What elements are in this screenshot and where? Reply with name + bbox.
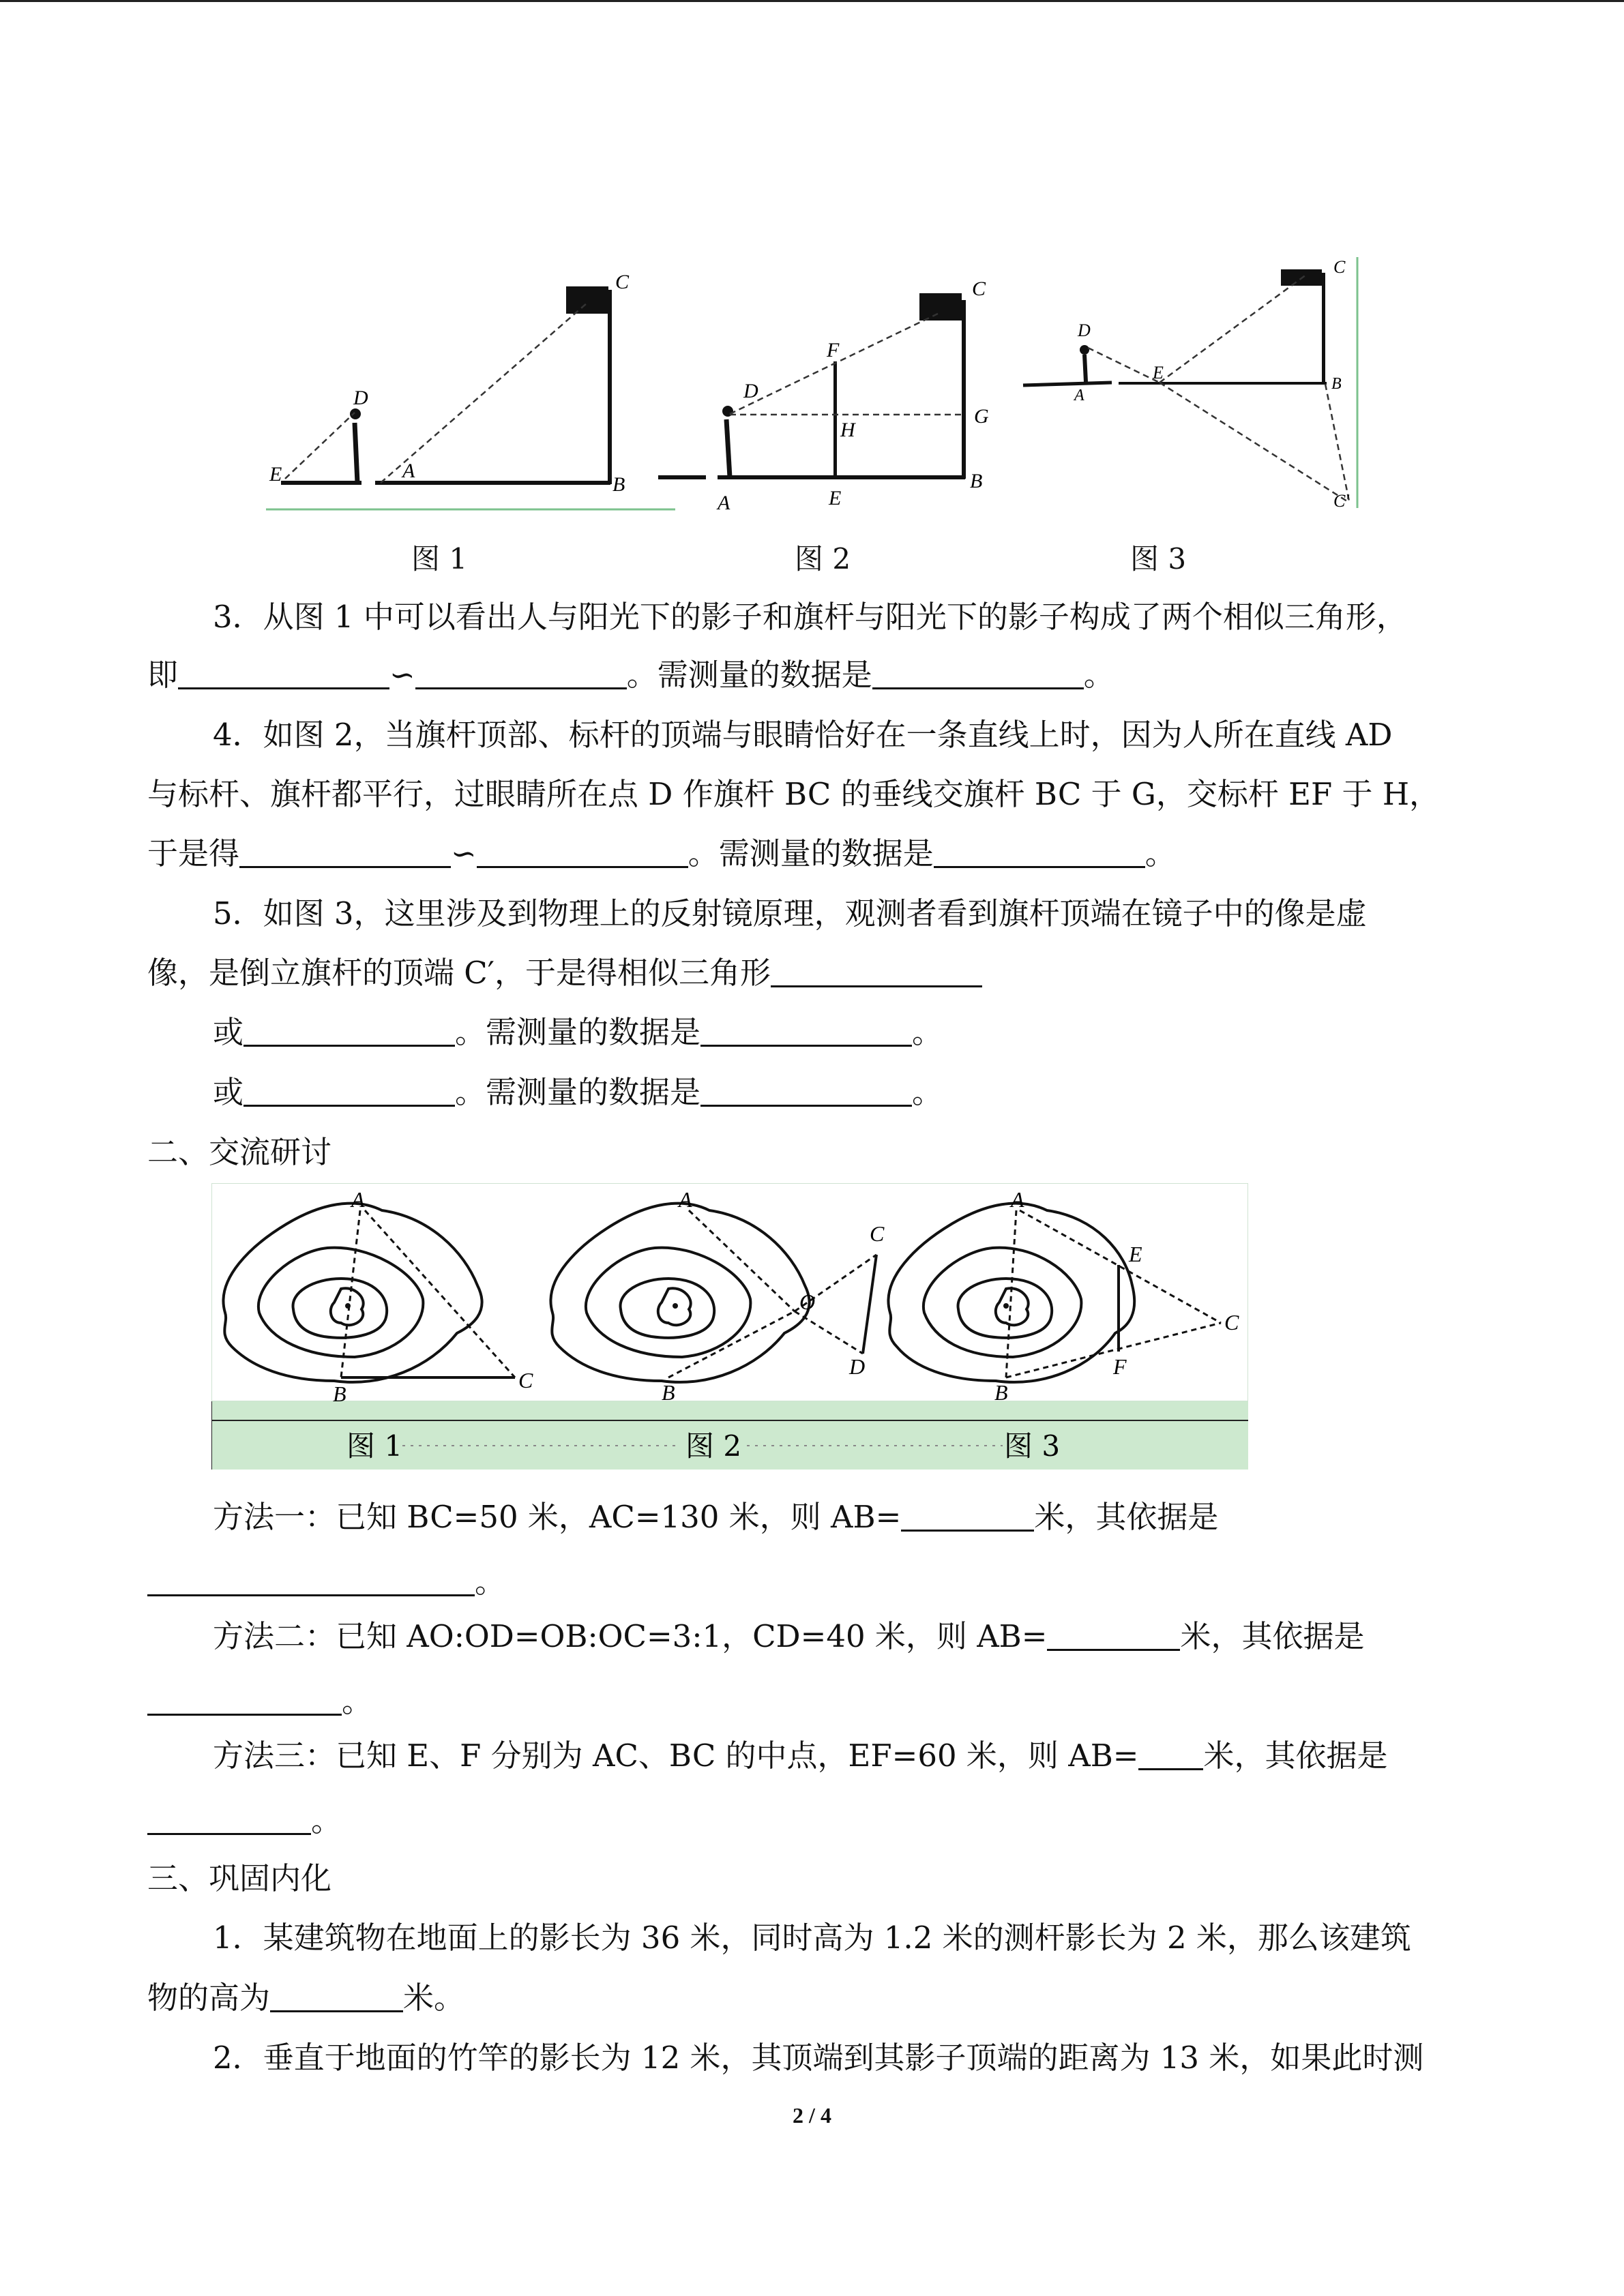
line-text: 。 [1145, 835, 1176, 871]
section-2-heading [147, 1132, 1477, 1173]
pond2-label-o: O [799, 1289, 816, 1314]
line-text: 与标杆、旗杆都平行，过眼睛所在点 D 作旗杆 BC 的垂线交旗杆 BC 于 G，交标杆 EF 于 H， [147, 776, 1441, 812]
fig1-label-d: D [353, 387, 368, 409]
line-text: 像，是倒立旗杆的顶端 C′，于是得相似三角形 [147, 955, 771, 991]
pond3-label-f: F [1113, 1354, 1127, 1379]
fig2-label-e: E [829, 487, 842, 509]
caption-top-fig2: 图 2 [795, 542, 851, 576]
question-5-line-3 [213, 1012, 1543, 1053]
line-text: 。 [342, 1683, 373, 1719]
pond2-label-c: C [870, 1221, 885, 1246]
pond3-label-e: E [1129, 1242, 1142, 1266]
question-3-line-2 [147, 655, 1477, 696]
pond1-label-a: A [351, 1187, 365, 1212]
line-text: 。需测量的数据是 [626, 657, 872, 693]
fig1-label-c: C [615, 271, 630, 293]
fig1-label-e: E [269, 463, 282, 486]
answer-blank[interactable] [1138, 1737, 1203, 1770]
question-5-line-2 [147, 953, 1477, 994]
line-text: 米，其依据是 [1034, 1499, 1219, 1535]
line-text: 5．如图 3，这里涉及到物理上的反射镜原理，观测者看到旗杆顶端在镜子中的像是虚 [213, 895, 1367, 931]
fig1-label-b: B [612, 473, 625, 496]
answer-blank[interactable] [270, 1979, 403, 2012]
question-4-line-3 [147, 833, 1477, 874]
fig3-label-c-prime: C′ [1333, 491, 1350, 511]
caption-top-fig1: 图 1 [411, 542, 468, 576]
line-text: 方法一：已知 BC=50 米，AC=130 米，则 AB= [213, 1499, 902, 1535]
answer-blank[interactable] [239, 835, 451, 868]
consolidation-2-line-1 [213, 2038, 1543, 2078]
method-3-line-1 [213, 1735, 1543, 1776]
pond2-label-d: D [849, 1354, 866, 1379]
answer-blank[interactable] [178, 656, 389, 689]
answer-blank[interactable] [415, 656, 627, 689]
line-text: ∽ [389, 657, 415, 693]
pond3-label-b: B [994, 1380, 1008, 1405]
line-text: 1．某建筑物在地面上的影长为 36 米，同时高为 1.2 米的测杆影长为 2 米，那么该建筑 [213, 1920, 1411, 1956]
line-text: 方法三：已知 E、F 分别为 AC、BC 的中点，EF=60 米，则 AB= [213, 1738, 1139, 1774]
top-border [0, 0, 1624, 2]
figure-1-flagpole-shadow [266, 271, 675, 509]
line-text: 方法二：已知 AO:OD=OB:OC=3:1，CD=40 米，则 AB= [213, 1618, 1048, 1654]
method-1-line-1 [213, 1497, 1543, 1538]
line-text: 或 [213, 1074, 244, 1110]
section-3-heading [147, 1858, 1477, 1899]
pond2-label-a: A [679, 1187, 692, 1212]
line-text: 或 [213, 1014, 244, 1050]
answer-blank[interactable] [872, 656, 1084, 689]
fig2-label-d: D [743, 380, 758, 402]
answer-blank[interactable] [771, 954, 982, 987]
fig3-label-c: C [1333, 257, 1346, 277]
answer-blank[interactable] [700, 1073, 912, 1107]
fig2-label-c: C [972, 278, 986, 300]
fig2-label-a: A [718, 492, 730, 514]
figure-2-flagpole-marker [658, 278, 989, 514]
line-text: 米，其依据是 [1180, 1618, 1365, 1654]
fig2-label-b: B [970, 470, 983, 492]
answer-blank[interactable] [700, 1013, 912, 1047]
pond1-label-c: C [518, 1368, 533, 1392]
line-text: 米。 [403, 1980, 465, 2016]
answer-blank[interactable] [243, 1073, 455, 1107]
fig2-label-f: F [827, 339, 840, 361]
question-3-line-1 [213, 597, 1543, 638]
answer-blank[interactable] [147, 1802, 311, 1835]
line-text: 。需测量的数据是 [688, 835, 934, 871]
consolidation-1-line-1 [213, 1918, 1543, 1958]
answer-blank[interactable] [477, 835, 688, 868]
question-4-line-2 [147, 774, 1477, 815]
answer-blank[interactable] [901, 1498, 1034, 1532]
consolidation-1-line-2 [147, 1978, 1477, 2018]
pond1-label-b: B [333, 1382, 346, 1406]
method-3-line-2 [147, 1800, 1477, 1841]
fig3-label-b: B [1331, 375, 1342, 393]
fig2-label-h: H [840, 419, 855, 441]
line-text: 。 [912, 1014, 943, 1050]
question-5-line-1 [213, 893, 1543, 934]
fig3-label-a: A [1074, 387, 1084, 404]
line-text: 。需测量的数据是 [455, 1074, 701, 1110]
line-text: 米，其依据是 [1203, 1738, 1388, 1774]
line-text: 于是得 [147, 835, 240, 871]
answer-blank[interactable] [1047, 1617, 1180, 1651]
line-text: 。需测量的数据是 [455, 1014, 701, 1050]
figure-3-flagpole-mirror [1023, 257, 1357, 511]
figure-row-flagpole [266, 256, 1364, 515]
answer-blank[interactable] [934, 835, 1145, 868]
line-text: 3．从图 1 中可以看出人与阳光下的影子和旗杆与阳光下的影子构成了两个相似三角形， [213, 599, 1407, 635]
caption-bottom-fig2: 图 2 [685, 1429, 742, 1463]
line-text: 。 [1083, 657, 1114, 693]
line-text: 。 [311, 1802, 342, 1838]
caption-bottom-fig3: 图 3 [1004, 1429, 1061, 1463]
line-text: 2．垂直于地面的竹竿的影长为 12 米，其顶端到其影子顶端的距离为 13 米，如果此时测 [213, 2040, 1424, 2076]
line-text: 二、交流研讨 [147, 1134, 332, 1170]
method-2-line-2 [147, 1681, 1477, 1722]
method-2-line-1 [213, 1616, 1543, 1657]
line-text: 。 [475, 1564, 506, 1600]
line-text: 物的高为 [147, 1980, 271, 2016]
line-text: 4．如图 2，当旗杆顶部、标杆的顶端与眼睛恰好在一条直线上时，因为人所在直线 AD [213, 717, 1393, 753]
pond2-label-b: B [662, 1380, 675, 1405]
line-text: ∽ [451, 835, 477, 871]
pond3-label-a: A [1011, 1187, 1024, 1212]
answer-blank[interactable] [147, 1682, 342, 1716]
method-1-line-2 [147, 1562, 1477, 1602]
line-text: 三、巩固内化 [147, 1860, 332, 1896]
fig3-label-e: E [1153, 363, 1164, 383]
page-number: 2 / 4 [793, 2103, 831, 2128]
answer-blank[interactable] [147, 1563, 475, 1596]
fig3-label-d: D [1078, 320, 1091, 340]
line-text: 。 [912, 1074, 943, 1110]
figure-row-pond [211, 1183, 1248, 1470]
question-5-line-4 [213, 1072, 1543, 1113]
pond3-label-c: C [1224, 1310, 1239, 1335]
question-4-line-1 [213, 715, 1543, 756]
answer-blank[interactable] [243, 1013, 455, 1047]
caption-top-fig3: 图 3 [1130, 542, 1187, 576]
caption-bottom-fig1: 图 1 [346, 1429, 403, 1463]
fig1-label-a: A [402, 460, 415, 482]
fig2-label-g: G [974, 405, 989, 428]
line-text: 即 [147, 657, 179, 693]
